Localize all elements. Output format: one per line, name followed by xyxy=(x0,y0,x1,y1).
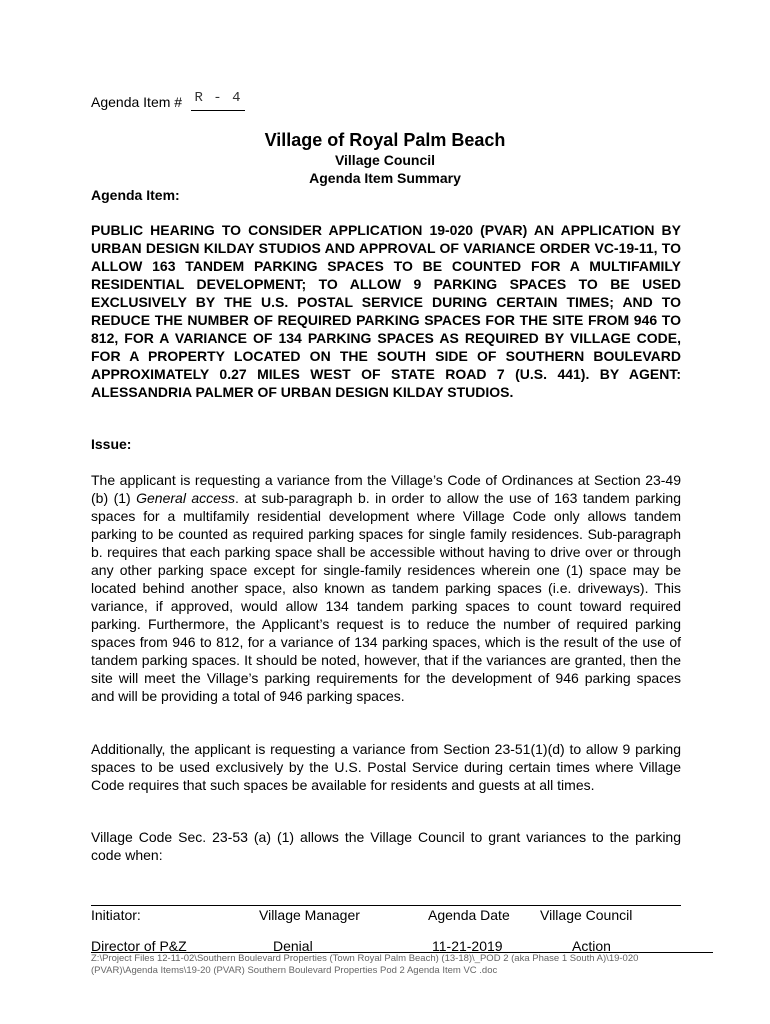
initiator-label: Initiator: xyxy=(91,907,141,923)
issue-p1-italic-term: General access xyxy=(136,490,235,506)
document-subtitle-council: Village Council xyxy=(334,152,436,168)
village-council-value: Action xyxy=(572,938,611,954)
agenda-date-value: 11-21-2019 xyxy=(432,938,503,954)
agenda-item-number: R - 4 xyxy=(191,90,245,111)
agenda-item-label: Agenda Item # xyxy=(91,94,183,110)
file-path: Z:\Project Files 12-11-02\Southern Boulevard Properties (Town Royal Palm Beach) (13-18)\_POD 2 (aka Phase 1 South A)\19-020 (PVAR)\Agenda Items\19-20 (PVAR) Southern Boulevard Properties Pod 2 Agenda Item VC .doc xyxy=(91,953,639,976)
issue-paragraph-2: Additionally, the applicant is requesting a variance from Section 23-51(1)(d) to allow 9 parking spaces to be used exclusively by the U.S. Postal Service during certain times where Village Code requires that such spaces be available for residents and guests at all times. xyxy=(91,741,681,793)
village-manager-label: Village Manager xyxy=(259,907,360,923)
issue-paragraph-1 xyxy=(91,471,681,705)
issue-p1-text-after: . at sub-paragraph b. in order to allow the use of 163 tandem parking spaces for a multifamily residential development where Village Code only allows tandem parking to be counted as required parking spaces for single family residences. Sub-paragraph b. requires that each parking space shall be accessible without having to drive over or through any other parking space except for single-family residences wherein one (1) space may be located behind another space, also known as tandem parking spaces (i.e. driveways). This variance, if approved, would allow 134 tandem parking spaces to count toward required parking. Furthermore, the Applicant’s request is to reduce the number of required parking spaces from 946 to 812, for a variance of 134 parking spaces, which is the result of the use of tandem parking spaces. It should be noted, however, that if the variances are granted, then the site will meet the Village’s parking requirements for the development of 946 parking spaces and will be providing a total of 946 parking spaces. xyxy=(91,490,681,704)
village-council-label: Village Council xyxy=(540,907,633,923)
document-subtitle-summary: Agenda Item Summary xyxy=(309,170,461,186)
village-manager-value: Denial xyxy=(273,938,313,954)
issue-p1-text-before: The applicant is requesting a variance from the Village’s Code of Ordinances at Section 23-49 (b) (1) xyxy=(91,472,681,506)
agenda-date-label: Agenda Date xyxy=(428,907,510,923)
initiator-value: Director of P&Z xyxy=(91,938,187,954)
agenda-summary-text: PUBLIC HEARING TO CONSIDER APPLICATION 19-020 (PVAR) AN APPLICATION BY URBAN DESIGN KILDAY STUDIOS AND APPROVAL OF VARIANCE ORDER VC-19-11, TO ALLOW 163 TANDEM PARKING SPACES TO BE COUNTED FOR A MULTIFAMILY RESIDENTIAL DEVELOPMENT; TO ALLOW 9 PARKING SPACES TO BE USED EXCLUSIVELY BY THE U.S. POSTAL SERVICE DURING CERTAIN TIMES; AND TO REDUCE THE NUMBER OF REQUIRED PARKING SPACES FOR THE SITE FROM 946 TO 812, FOR A VARIANCE OF 134 PARKING SPACES AS REQUIRED BY VILLAGE CODE, FOR A PROPERTY LOCATED ON THE SOUTH SIDE OF SOUTHERN BOULEVARD APPROXIMATELY 0.27 MILES WEST OF STATE ROAD 7 (U.S. 441). BY AGENT: ALESSANDRIA PALMER OF URBAN DESIGN KILDAY STUDIOS. xyxy=(91,222,681,400)
agenda-item-heading: Agenda Item: xyxy=(91,187,180,203)
issue-paragraph-3: Village Code Sec. 23-53 (a) (1) allows the Village Council to grant variances to the parking code when: xyxy=(91,829,681,863)
issue-heading: Issue: xyxy=(91,436,132,452)
document-title: Village of Royal Palm Beach xyxy=(264,130,506,150)
